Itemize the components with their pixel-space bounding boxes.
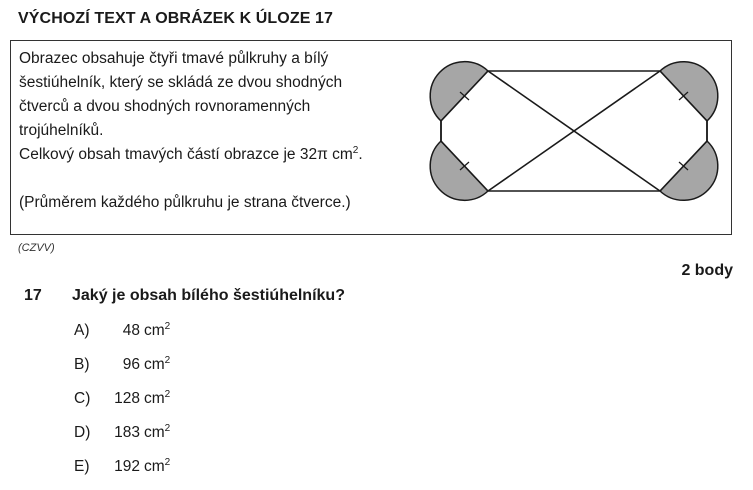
option-value: 192 xyxy=(114,458,140,475)
option-value: 96 xyxy=(122,356,140,373)
option-letter: A) xyxy=(74,322,90,339)
intro-text xyxy=(19,47,404,215)
area-prefix: Celkový obsah tmavých částí obrazce je 32π cm xyxy=(19,146,353,163)
option-value: 128 xyxy=(114,390,140,407)
option-value: 48 xyxy=(122,322,140,339)
option-unit: $cm^2$ xyxy=(144,321,171,339)
option-letter: B) xyxy=(74,356,90,373)
intro-line: šestiúhelník, který se skládá ze dvou shodných xyxy=(19,74,343,91)
intro-line: čtverců a dvou shodných rovnoramenných xyxy=(19,98,311,115)
option-unit: $cm^2$ xyxy=(144,355,171,373)
area-statement xyxy=(19,143,404,167)
intro-box xyxy=(10,40,732,235)
question-number: 17 xyxy=(24,287,42,304)
question-text: Jaký je obsah bílého šestiúhelníku? xyxy=(72,287,345,304)
section-heading: VÝCHOZÍ TEXT A OBRÁZEK K ÚLOZE 17 xyxy=(18,10,334,27)
option-unit: $cm^2$ xyxy=(144,389,171,407)
points-label: 2 body xyxy=(681,262,733,279)
area-suffix: . xyxy=(358,146,363,163)
hexagon-semicircles-figure xyxy=(424,49,726,227)
option-unit: $cm^2$ xyxy=(144,457,171,475)
intro-line: Obrazec obsahuje čtyři tmavé půlkruhy a bílý xyxy=(19,50,329,67)
option-letter: C) xyxy=(74,390,91,407)
option-unit: $cm^2$ xyxy=(144,423,171,441)
source-label: (CZVV) xyxy=(18,242,55,254)
diameter-note: (Průměrem každého půlkruhu je strana čtverce.) xyxy=(19,194,351,211)
option-value: 183 xyxy=(114,424,140,441)
intro-line: trojúhelníků. xyxy=(19,122,104,139)
option-letter: E) xyxy=(74,458,90,475)
area-exponent: 2 xyxy=(352,145,359,156)
option-letter: D) xyxy=(74,424,91,441)
